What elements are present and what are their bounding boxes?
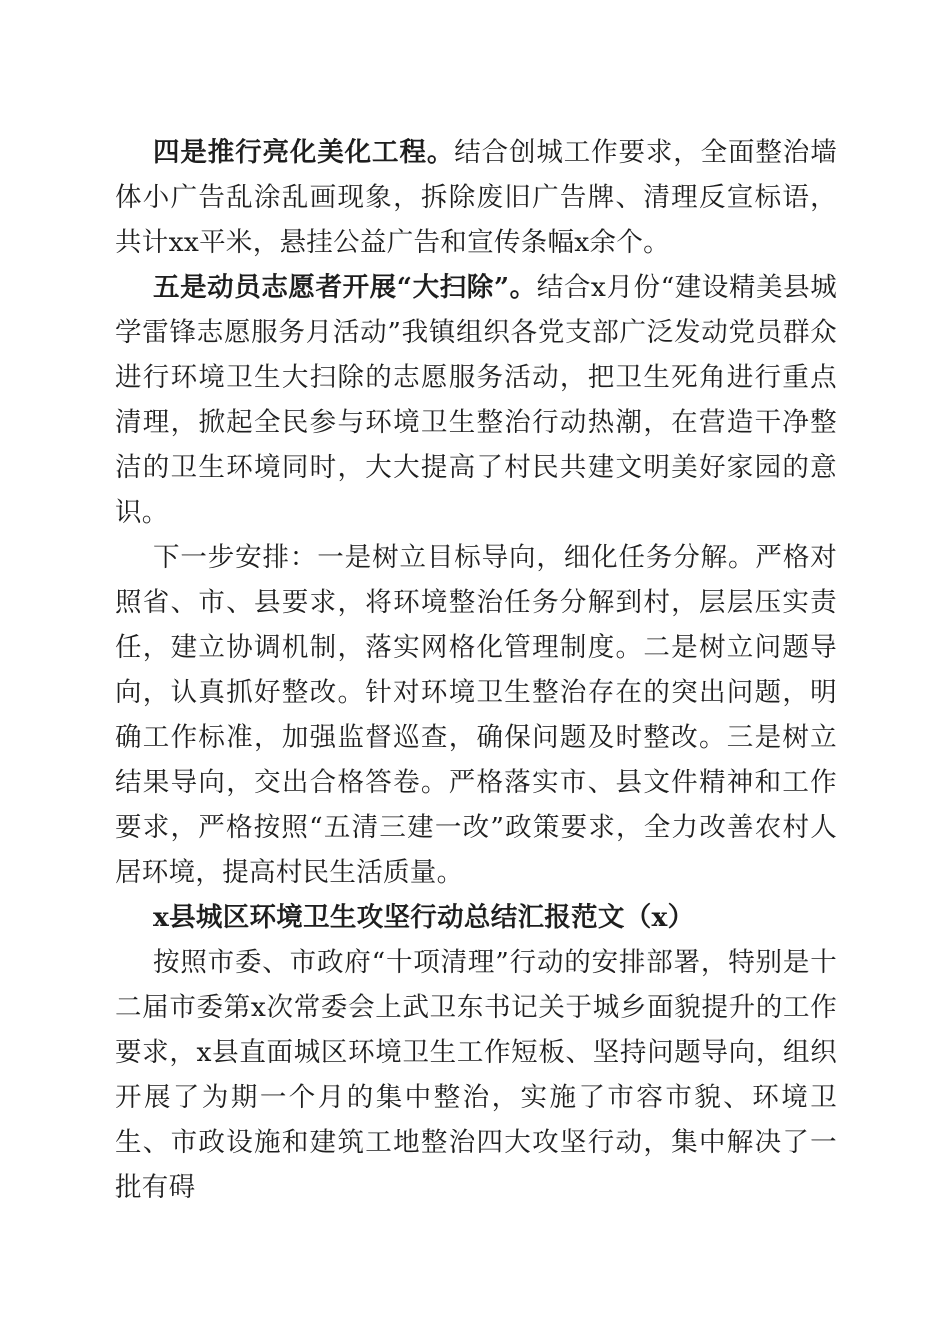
paragraph (115, 535, 837, 895)
document-page (115, 130, 837, 1210)
paragraph-body: 下一步安排：一是树立目标导向，细化任务分解。严格对照省、市、县要求，将环境整治任务分解到村，层层压实责任，建立协调机制，落实网格化管理制度。二是树立问题导向，认真抓好整改。针对环境卫生整治存在的突出问题，明确工作标准，加强监督巡查，确保问题及时整改。三是树立结果导向，交出合格答卷。严格落实市、县文件精神和工作要求，严格按照“五清三建一改”政策要求，全力改善农村人居环境，提高村民生活质量。 (115, 542, 837, 888)
paragraph-body: 按照市委、市政府“十项清理”行动的安排部署，特别是十二届市委第x次常委会上武卫东书记关于城乡面貌提升的工作要求，x县直面城区环境卫生工作短板、坚持问题导向，组织开展了为期一个月的集中整治，实施了市容市貌、环境卫生、市政设施和建筑工地整治四大攻坚行动，集中解决了一批有碍 (115, 947, 837, 1203)
paragraph (115, 265, 837, 535)
paragraph-body: 结合创城工作要求，全面整治墙体小广告乱涂乱画现象，拆除废旧广告牌、清理反宣标语，共计xx平米，悬挂公益广告和宣传条幅x余个。 (115, 137, 837, 258)
paragraph-body: 结合x月份“建设精美县城学雷锋志愿服务月活动”我镇组织各党支部广泛发动党员群众进行环境卫生大扫除的志愿服务活动，把卫生死角进行重点清理，掀起全民参与环境卫生整治行动热潮，在营造干净整洁的卫生环境同时，大大提高了村民共建文明美好家园的意识。 (115, 272, 837, 528)
paragraph (115, 940, 837, 1210)
paragraph-lead: 四是推行亮化美化工程。 (153, 137, 455, 168)
section-heading-text: x县城区环境卫生攻坚行动总结汇报范文（x） (153, 902, 695, 933)
paragraph-lead: 五是动员志愿者开展“大扫除”。 (153, 272, 537, 303)
paragraph (115, 130, 837, 265)
section-heading (115, 895, 837, 940)
